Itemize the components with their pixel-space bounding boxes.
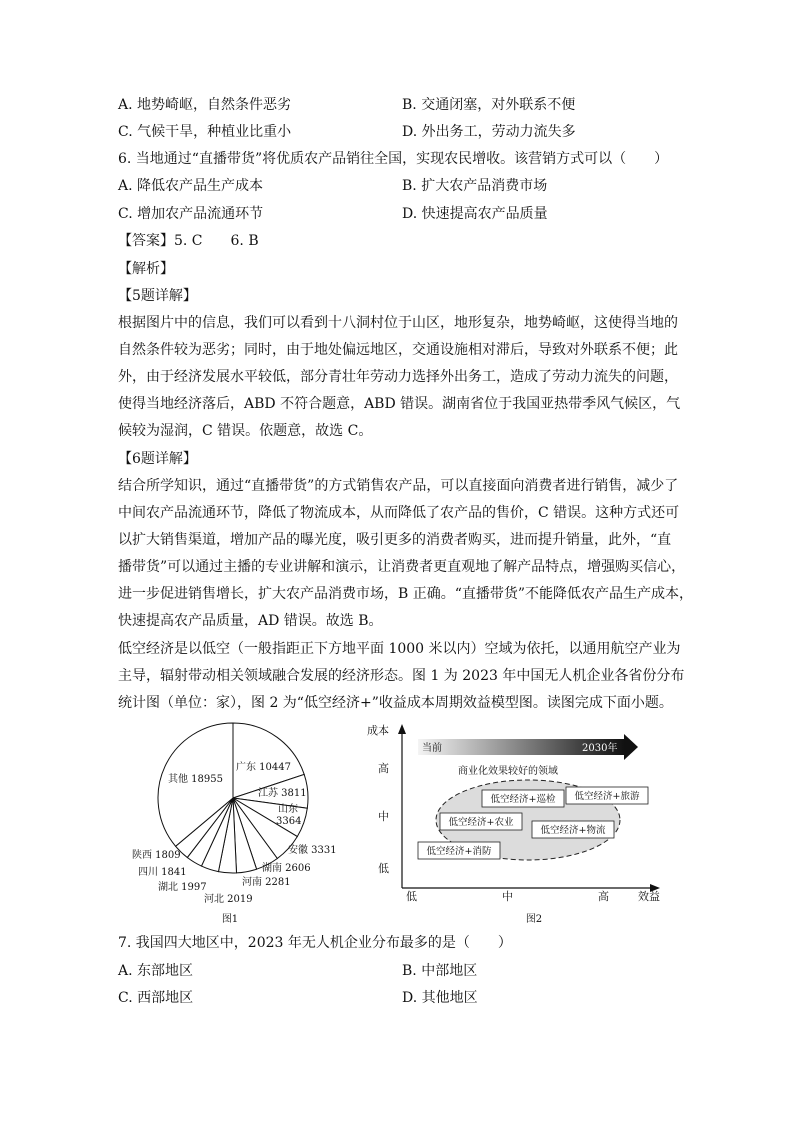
intro-line: 统计图（单位：家），图 2 为“低空经济+”收益成本周期效益模型图。读图完成下面小题。 (118, 695, 673, 711)
q5-detail-line: 候较为湿润，C 错误。依题意，故选 C。 (118, 423, 373, 439)
q5-option-a: A. 地势崎岖，自然条件恶劣 (118, 97, 292, 113)
timeline-arrow-icon (624, 734, 638, 760)
analysis-label: 【解析】 (118, 261, 174, 277)
q6-detail-line: 中间农产品流通环节，降低了物流成本，从而降低了农产品的售价，C 错误。这种方式还可 (118, 505, 680, 521)
intro-line: 低空经济是以低空（一般指距正下方地平面 1000 米以内）空域为依托，以通用航空产业为 (118, 641, 681, 657)
q5-option-b: B. 交通闭塞，对外联系不便 (402, 97, 576, 113)
q5-detail-line: 根据图片中的信息，我们可以看到十八洞村位于山区，地形复杂，地势崎岖，这使得当地的 (118, 315, 678, 331)
svg-text:低空经济+农业: 低空经济+农业 (448, 817, 514, 828)
svg-text:低空经济+物流: 低空经济+物流 (540, 825, 606, 836)
y-tick-low: 低 (378, 862, 389, 875)
q6-detail-line: 结合所学知识，通过“直播带货”的方式销售农产品，可以直接面向消费者进行销售，减少了 (118, 478, 679, 494)
pie-label-anhui: 安徽 3331 (288, 845, 337, 856)
q6-option-c: C. 增加农产品流通环节 (118, 206, 264, 222)
svg-text:低空经济+巡检: 低空经济+巡检 (490, 794, 556, 805)
q6-stem: 6. 当地通过“直播带货”将优质农产品销往全国，实现农民增收。该营销方式可以（ ） (118, 151, 669, 167)
y-axis-label: 成本 (367, 724, 389, 737)
q5-option-c: C. 气候干旱，种植业比重小 (118, 124, 292, 140)
y-tick-mid: 中 (378, 810, 389, 823)
q7-stem: 7. 我国四大地区中，2023 年无人机企业分布最多的是（ ） (118, 935, 512, 951)
q6-detail-label: 【6题详解】 (118, 451, 197, 467)
pie-label-shandong: 山东 3364 (276, 804, 302, 827)
q5-detail-line: 自然条件较为恶劣；同时，由于地处偏远地区，交通设施相对滞后，导致对外联系不便；此 (118, 342, 678, 358)
q5-detail-line: 外，由于经济发展水平较低，部分青壮年劳动力选择外出务工，造成了劳动力流失的问题， (118, 369, 678, 385)
pie-label-shaanxi: 陕西 1809 (132, 850, 181, 861)
y-tick-high: 高 (378, 762, 389, 775)
svg-text:低空经济+旅游: 低空经济+旅游 (574, 791, 640, 802)
q7-option-b: B. 中部地区 (402, 963, 478, 979)
pie-label-guangdong: 广东 10447 (236, 762, 291, 773)
pie-label-other: 其他 18955 (168, 774, 223, 785)
figure-1-pie-chart (118, 720, 368, 930)
q5-option-d: D. 外出务工，劳动力流失多 (402, 124, 576, 140)
q6-option-a: A. 降低农产品生产成本 (118, 178, 264, 194)
box-firefighting (418, 842, 500, 859)
q5-detail-line: 使得当地经济落后，ABD 不符合题意，ABD 错误。湖南省位于我国亚热带季风气候区，气 (118, 396, 681, 412)
figure-1-caption: 图1 (221, 914, 239, 925)
pie-label-hunan: 湖南 2606 (262, 863, 311, 874)
svg-text:低空经济+消防: 低空经济+消防 (426, 846, 492, 857)
answer-line: 【答案】5. C 6. B (118, 233, 259, 249)
q6-detail-line: 快速提高农产品质量，AD 错误。故选 B。 (118, 613, 383, 629)
pie-label-hubei: 湖北 1997 (158, 882, 207, 893)
x-axis-label: 效益 (638, 890, 660, 903)
pie-label-henan: 河南 2281 (242, 877, 291, 888)
pie-label-jiangsu: 江苏 3811 (258, 788, 307, 799)
figure-2-model-diagram (362, 720, 672, 930)
timeline-start: 当前 (422, 743, 442, 754)
y-axis-arrow-icon (398, 724, 406, 734)
q7-option-a: A. 东部地区 (118, 963, 194, 979)
pie-label-hebei: 河北 2019 (204, 894, 253, 905)
x-tick-mid: 中 (502, 890, 513, 903)
q6-detail-line: 播带货”可以通过主播的专业讲解和演示，让消费者更直观地了解产品特点，增强购买信心， (118, 559, 686, 575)
figure-2-caption: 图2 (525, 914, 543, 925)
box-agriculture (440, 813, 522, 830)
q7-option-d: D. 其他地区 (402, 990, 478, 1006)
region-label: 商业化效果较好的领域 (458, 766, 558, 777)
x-tick-high: 高 (598, 890, 609, 903)
q6-detail-line: 以扩大销售渠道，增加产品的曝光度，吸引更多的消费者购买，进而提升销量，此外，“直 (118, 532, 672, 548)
q5-detail-label: 【5题详解】 (118, 288, 197, 304)
box-inspection (482, 790, 564, 807)
box-logistics (532, 821, 614, 838)
q6-detail-line: 进一步促进销售增长，扩大农产品消费市场，B 正确。“直播带货”不能降低农产品生产成本， (118, 586, 694, 602)
q6-option-d: D. 快速提高农产品质量 (402, 206, 548, 222)
q7-option-c: C. 西部地区 (118, 990, 194, 1006)
timeline-end: 2030年 (582, 743, 618, 754)
intro-line: 主导，辐射带动相关领域融合发展的经济形态。图 1 为 2023 年中国无人机企业各省份分布 (118, 668, 685, 684)
box-tourism (566, 787, 648, 804)
q6-option-b: B. 扩大农产品消费市场 (402, 178, 548, 194)
x-tick-low: 低 (406, 890, 417, 903)
pie-label-sichuan: 四川 1841 (138, 867, 187, 878)
